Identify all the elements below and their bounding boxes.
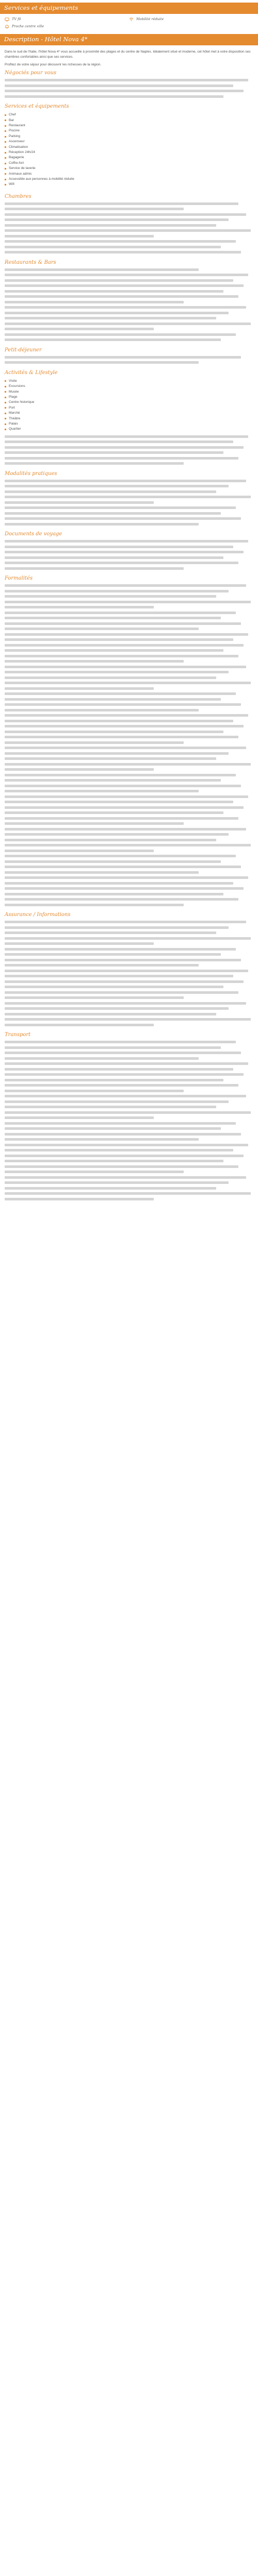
text-line (5, 1198, 154, 1200)
text-line (5, 866, 241, 868)
text-line (5, 698, 221, 701)
text-line (5, 666, 246, 668)
text-line (5, 633, 248, 636)
bullet-icon (5, 141, 6, 143)
text-line (5, 687, 154, 690)
text-line (5, 356, 241, 359)
text-line (5, 980, 244, 983)
text-line (5, 850, 154, 852)
text-line (5, 317, 216, 319)
bullet-label: Parking (9, 134, 21, 138)
bullet-item (5, 411, 253, 416)
text-line (5, 628, 199, 630)
section-title: Transport (5, 1032, 31, 1038)
text-line (5, 785, 241, 787)
bullet-label: Climatisation (9, 145, 28, 149)
text-line (5, 1095, 246, 1097)
bullet-icon (5, 413, 6, 414)
text-line (5, 822, 184, 825)
text-line (5, 1013, 216, 1015)
text-line (5, 496, 251, 498)
text-line (5, 703, 241, 706)
bullet-item (5, 389, 253, 395)
text-line (5, 490, 216, 493)
text-line (5, 660, 184, 663)
bullet-icon (5, 391, 6, 393)
bullet-label: Bagagerie (9, 156, 24, 160)
bullet-item (5, 150, 253, 155)
services-header-band (0, 3, 258, 14)
text-line (5, 1133, 241, 1136)
text-line (5, 682, 251, 684)
text-line (5, 644, 244, 647)
text-line (5, 1127, 221, 1130)
bullet-label: Chef (9, 113, 16, 117)
service-item-mobility (129, 16, 253, 22)
bullet-item (5, 139, 253, 144)
bullet-label: Musée (9, 389, 19, 394)
text-line (5, 763, 251, 766)
bullet-label: Bar (9, 118, 14, 122)
bullet-item (5, 182, 253, 187)
text-line (5, 274, 248, 276)
bullet-item (5, 405, 253, 411)
bullet-item (5, 166, 253, 171)
bullet-icon (5, 380, 6, 382)
bullet-item (5, 123, 253, 128)
text-line (5, 1052, 241, 1054)
bullet-item (5, 118, 253, 123)
text-line (5, 1084, 238, 1087)
bullet-item (5, 421, 253, 427)
intro-paragraph: Dans le sud de l'Italie, l'hôtel Nova 4* vous accueille à proximité des plages et du centre de Naples. Idéalement situé et moderne, cet hôtel met à votre disposition ses chambres confortables ainsi que ses services. (5, 50, 251, 59)
text-line (5, 290, 223, 293)
bullet-item (5, 177, 253, 182)
intro-paragraph: Profitez de votre séjour pour découvrir les richesses de la région. (5, 63, 102, 67)
text-line (5, 1090, 184, 1092)
text-line (5, 284, 244, 287)
text-line (5, 959, 241, 961)
bullet-label: Théâtre (9, 416, 21, 420)
bullet-label: Service de laverie (9, 166, 36, 171)
text-line (5, 731, 223, 733)
text-line (5, 446, 244, 449)
text-line (5, 774, 236, 776)
text-line (5, 671, 229, 673)
text-line (5, 312, 229, 314)
bullet-icon (5, 429, 6, 430)
text-line (5, 811, 223, 814)
bullet-icon (5, 157, 6, 159)
section-title: Négociés pour vous (5, 70, 57, 76)
bullet-icon (5, 418, 6, 419)
text-line (5, 638, 233, 641)
text-line (5, 480, 246, 482)
text-line (5, 606, 154, 608)
text-line (5, 1171, 184, 1173)
text-line (5, 451, 223, 454)
text-line (5, 986, 223, 988)
text-line (5, 714, 248, 717)
services-list (0, 14, 258, 31)
text-line (5, 1144, 248, 1146)
text-line (5, 540, 248, 543)
text-line (5, 991, 238, 994)
bullet-item (5, 128, 253, 133)
text-line (5, 1165, 238, 1168)
text-line (5, 736, 238, 738)
text-line (5, 595, 216, 598)
text-line (5, 1122, 236, 1125)
text-line (5, 361, 199, 364)
bullet-item (5, 172, 253, 177)
bullet-label: Animaux admis (9, 172, 32, 176)
bullet-label: Piscine (9, 129, 20, 133)
text-line (5, 506, 236, 509)
service-label: Mobilité réduite (136, 17, 164, 21)
section-title: Modalités pratiques (5, 470, 57, 477)
bullet-icon (5, 402, 6, 403)
text-line (5, 612, 236, 614)
text-line (5, 1079, 223, 1081)
text-line (5, 801, 233, 803)
text-line (5, 855, 236, 857)
section-title: Documents de voyage (5, 531, 62, 537)
text-line (5, 485, 229, 487)
text-line (5, 1138, 199, 1141)
text-line (5, 1046, 221, 1049)
text-line (5, 926, 229, 929)
text-line (5, 964, 199, 967)
text-line (5, 1041, 236, 1043)
text-line (5, 1002, 246, 1005)
text-line (5, 1149, 233, 1151)
text-line (5, 1062, 248, 1065)
text-line (5, 1111, 251, 1114)
text-line (5, 523, 199, 526)
text-line (5, 887, 244, 890)
text-line (5, 898, 238, 901)
bullet-icon (5, 423, 6, 425)
service-item-center (5, 24, 129, 29)
bell-icon (5, 24, 9, 29)
text-line (5, 1073, 244, 1076)
text-line (5, 224, 216, 227)
service-item-tv (5, 16, 129, 22)
bullet-item (5, 427, 253, 432)
bullet-item (5, 384, 253, 389)
text-line (5, 970, 248, 972)
bullet-label: Centre historique (9, 400, 35, 404)
text-line (5, 1106, 216, 1108)
text-line (5, 246, 221, 248)
bullet-label: Coffre-fort (9, 161, 24, 165)
text-line (5, 562, 238, 564)
section-title: Petit-déjeuner (5, 347, 42, 353)
text-line (5, 655, 238, 657)
text-line (5, 79, 248, 81)
bullet-item (5, 395, 253, 400)
section-title: Restaurants & Bars (5, 259, 56, 265)
bullet-item (5, 112, 253, 117)
text-line (5, 279, 233, 282)
section-title: Formalités (5, 575, 33, 582)
services-title: Services et équipements (4, 4, 78, 12)
text-line (5, 567, 184, 570)
description-header-band (0, 34, 258, 45)
text-line (5, 517, 241, 520)
text-line (5, 676, 216, 679)
text-line (5, 1024, 154, 1026)
tv-icon (5, 17, 9, 22)
text-line (5, 741, 184, 744)
text-line (5, 948, 236, 951)
bullet-item (5, 379, 253, 384)
text-line (5, 828, 246, 831)
text-line (5, 512, 221, 515)
text-line (5, 795, 248, 798)
bullet-icon (5, 125, 6, 127)
text-line (5, 240, 236, 243)
bullet-item (5, 134, 253, 139)
bullet-icon (5, 146, 6, 148)
bullet-icon (5, 179, 6, 180)
bullet-item (5, 400, 253, 405)
bullet-label: Ascenseur (9, 140, 25, 144)
text-line (5, 229, 251, 232)
bullet-label: Visite (9, 379, 17, 383)
section-title: Chambres (5, 193, 31, 199)
text-line (5, 692, 236, 695)
text-line (5, 904, 184, 906)
text-line (5, 1057, 199, 1060)
text-line (5, 720, 233, 722)
section-spacer (5, 1203, 253, 1206)
text-line (5, 757, 216, 760)
bullet-icon (5, 152, 6, 154)
text-line (5, 921, 246, 923)
bullet-icon (5, 407, 6, 409)
text-line (5, 323, 251, 325)
section-title: Assurance / Informations (5, 912, 71, 918)
service-label: TV fil (12, 17, 21, 21)
text-line (5, 779, 221, 782)
bullet-label: Wifi (9, 182, 14, 187)
bullet-label: Accessible aux personnes à mobilité réduite (9, 177, 74, 181)
text-line (5, 295, 238, 298)
text-line (5, 860, 221, 863)
text-line (5, 338, 221, 341)
text-line (5, 1018, 251, 1021)
bullet-icon (5, 173, 6, 175)
text-line (5, 202, 238, 205)
text-line (5, 1068, 233, 1071)
text-line (5, 268, 199, 271)
bullet-label: Marché (9, 411, 20, 415)
text-line (5, 931, 216, 934)
text-line (5, 546, 233, 548)
description-title: Description - Hôtel Nova 4* (4, 36, 88, 43)
text-line (5, 90, 244, 92)
text-line (5, 871, 199, 874)
bullet-icon (5, 136, 6, 138)
text-line (5, 768, 154, 771)
text-line (5, 1192, 251, 1195)
section-title: Services et équipements (5, 104, 69, 110)
service-label: Proche centre ville (12, 24, 44, 29)
bullet-icon (5, 114, 6, 116)
text-line (5, 882, 233, 885)
text-line (5, 84, 233, 87)
text-line (5, 806, 244, 809)
bullet-label: Plage (9, 395, 18, 399)
text-line (5, 649, 223, 652)
description-content (0, 45, 258, 1206)
text-line (5, 218, 229, 221)
bullet-label: Palais (9, 421, 18, 426)
text-line (5, 213, 246, 216)
text-line (5, 752, 229, 755)
bullet-icon (5, 130, 6, 132)
bullet-label: Restaurant (9, 124, 25, 128)
text-line (5, 306, 246, 309)
text-line (5, 790, 199, 792)
text-line (5, 301, 184, 303)
text-line (5, 937, 251, 940)
text-line (5, 1100, 229, 1103)
text-line (5, 440, 233, 443)
text-line (5, 462, 184, 465)
text-line (5, 942, 154, 945)
bullet-icon (5, 168, 6, 170)
text-line (5, 1116, 154, 1119)
text-line (5, 435, 248, 438)
bullet-icon (5, 386, 6, 387)
text-line (5, 876, 248, 879)
section-bullet-list (5, 379, 253, 432)
wifi-icon (129, 17, 134, 22)
text-line (5, 1181, 229, 1184)
text-line (5, 208, 184, 210)
section-bullet-list (5, 112, 253, 187)
text-line (5, 617, 221, 619)
text-line (5, 1155, 244, 1157)
text-line (5, 622, 241, 625)
bullet-label: Excursions (9, 384, 25, 388)
bullet-icon (5, 163, 6, 164)
text-line (5, 333, 236, 336)
bullet-item (5, 416, 253, 421)
text-line (5, 457, 238, 460)
text-line (5, 584, 246, 587)
text-line (5, 601, 251, 603)
text-line (5, 996, 184, 999)
text-line (5, 1176, 246, 1179)
bullet-label: Port (9, 405, 15, 410)
bullet-icon (5, 120, 6, 121)
bullet-icon (5, 397, 6, 398)
text-line (5, 556, 223, 559)
text-line (5, 953, 221, 956)
text-line (5, 1007, 229, 1010)
text-line (5, 251, 241, 253)
bullet-label: Réception 24h/24 (9, 150, 35, 155)
text-line (5, 975, 233, 977)
text-line (5, 1160, 223, 1162)
text-line (5, 1187, 216, 1190)
text-line (5, 725, 244, 727)
text-line (5, 844, 251, 846)
text-line (5, 590, 229, 592)
bullet-icon (5, 184, 6, 185)
text-line (5, 833, 229, 836)
text-line (5, 709, 199, 711)
bullet-item (5, 155, 253, 160)
text-line (5, 551, 244, 553)
section-title: Activités & Lifestyle (5, 369, 58, 376)
text-line (5, 839, 216, 841)
text-line (5, 893, 223, 895)
text-line (5, 328, 154, 330)
text-line (5, 747, 246, 749)
text-line (5, 817, 238, 820)
text-line (5, 95, 223, 98)
bullet-label: Quartier (9, 427, 21, 431)
text-line (5, 501, 154, 504)
bullet-item (5, 145, 253, 150)
text-line (5, 235, 154, 238)
bullet-item (5, 161, 253, 166)
